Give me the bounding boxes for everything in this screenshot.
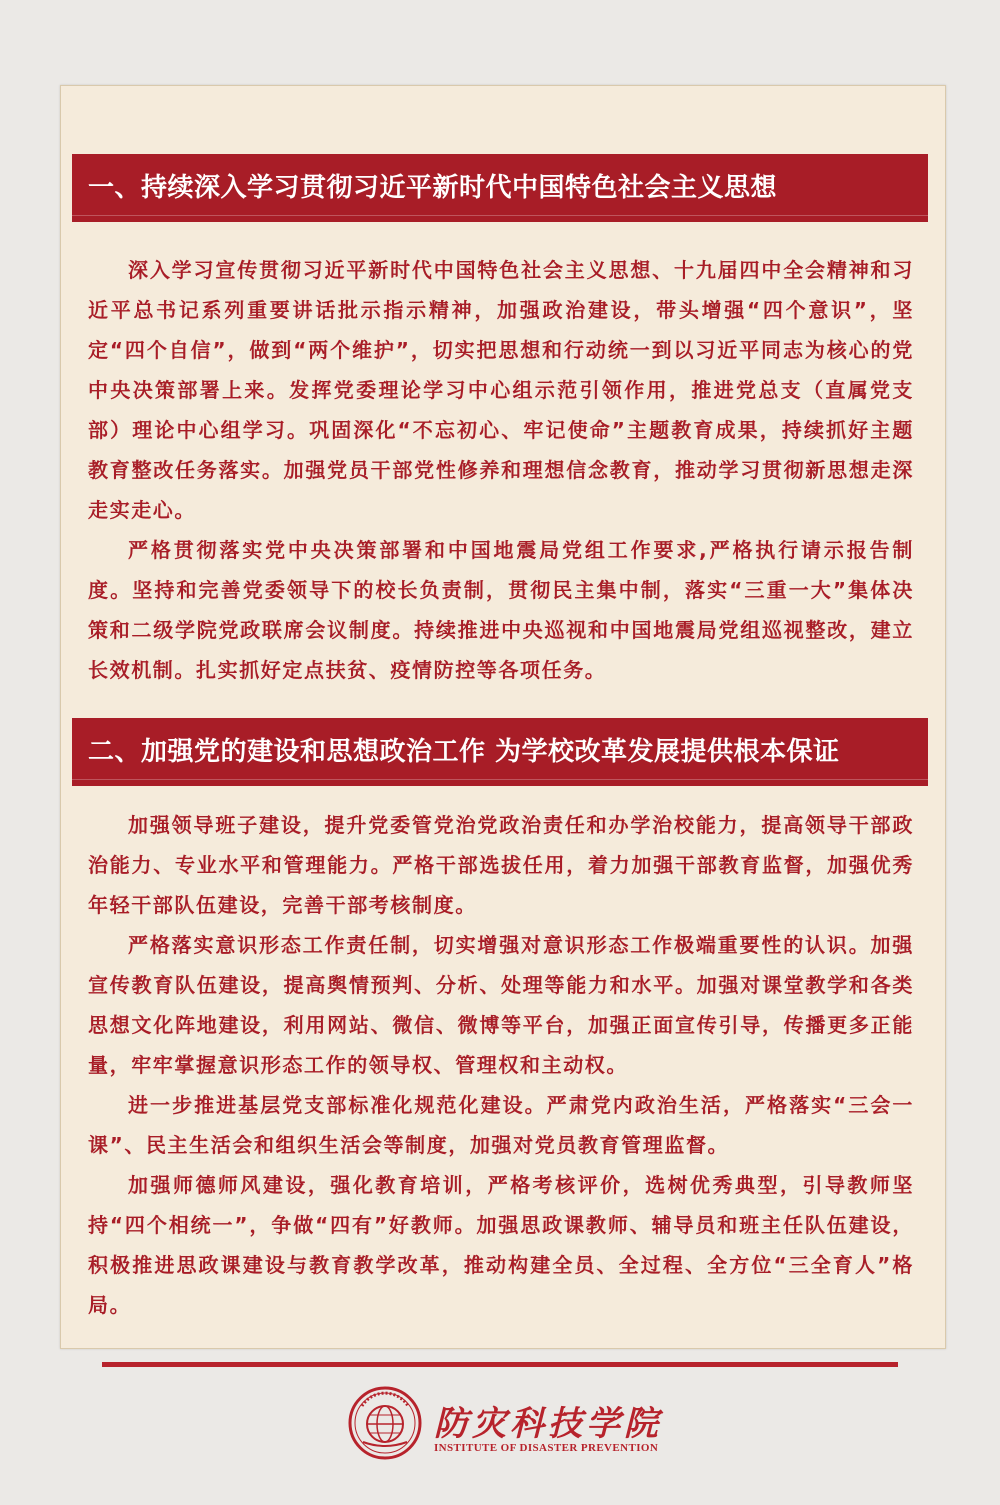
section-1-body	[88, 250, 914, 690]
section-1-paragraph-1: 深入学习宣传贯彻习近平新时代中国特色社会主义思想、十九届四中全会精神和习近平总书记系列重要讲话批示指示精神，加强政治建设，带头增强“四个意识”，坚定“四个自信”，做到“两个维护”，切实把思想和行动统一到以习近平同志为核心的党中央决策部署上来。发挥党委理论学习中心组示范引领作用，推进党总支（直属党支部）理论中心组学习。巩固深化“不忘初心、牢记使命”主题教育成果，持续抓好主题教育整改任务落实。加强党员干部党性修养和理想信念教育，推动学习贯彻新思想走深走实走心。	[88, 258, 914, 522]
section-1-title: 一、持续深入学习贯彻习近平新时代中国特色社会主义思想	[72, 154, 928, 222]
section-2-body	[88, 805, 914, 1325]
institution-logo	[348, 1386, 668, 1466]
section-2-paragraph-3: 进一步推进基层党支部标准化规范化建设。严肃党内政治生活，严格落实“三会一课”、民主生活会和组织生活会等制度，加强对党员教育管理监督。	[88, 1093, 914, 1157]
footer-divider	[102, 1362, 898, 1367]
section-2-paragraph-2: 严格落实意识形态工作责任制，切实增强对意识形态工作极端重要性的认识。加强宣传教育队伍建设，提高舆情预判、分析、处理等能力和水平。加强对课堂教学和各类思想文化阵地建设，利用网站、微信、微博等平台，加强正面宣传引导，传播更多正能量，牢牢掌握意识形态工作的领导权、管理权和主动权。	[88, 933, 914, 1077]
section-2-title: 二、加强党的建设和思想政治工作 为学校改革发展提供根本保证	[72, 718, 928, 786]
institution-name-en: INSTITUTE OF DISASTER PREVENTION	[434, 1442, 659, 1454]
institution-name-cn: 防灾科技学院	[434, 1404, 662, 1444]
globe-seal-icon	[348, 1386, 422, 1460]
section-2-paragraph-4: 加强师德师风建设，强化教育培训，严格考核评价，选树优秀典型，引导教师坚持“四个相统一”，争做“四有”好教师。加强思政课教师、辅导员和班主任队伍建设，积极推进思政课建设与教育教学改革，推动构建全员、全过程、全方位“三全育人”格局。	[88, 1173, 914, 1317]
section-1-paragraph-2: 严格贯彻落实党中央决策部署和中国地震局党组工作要求,严格执行请示报告制度。坚持和完善党委领导下的校长负责制，贯彻民主集中制，落实“三重一大”集体决策和二级学院党政联席会议制度。持续推进中央巡视和中国地震局党组巡视整改，建立长效机制。扎实抓好定点扶贫、疫情防控等各项任务。	[88, 538, 914, 682]
section-2-paragraph-1: 加强领导班子建设，提升党委管党治党政治责任和办学治校能力，提高领导干部政治能力、专业水平和管理能力。严格干部选拔任用，着力加强干部教育监督，加强优秀年轻干部队伍建设，完善干部考核制度。	[88, 813, 914, 917]
